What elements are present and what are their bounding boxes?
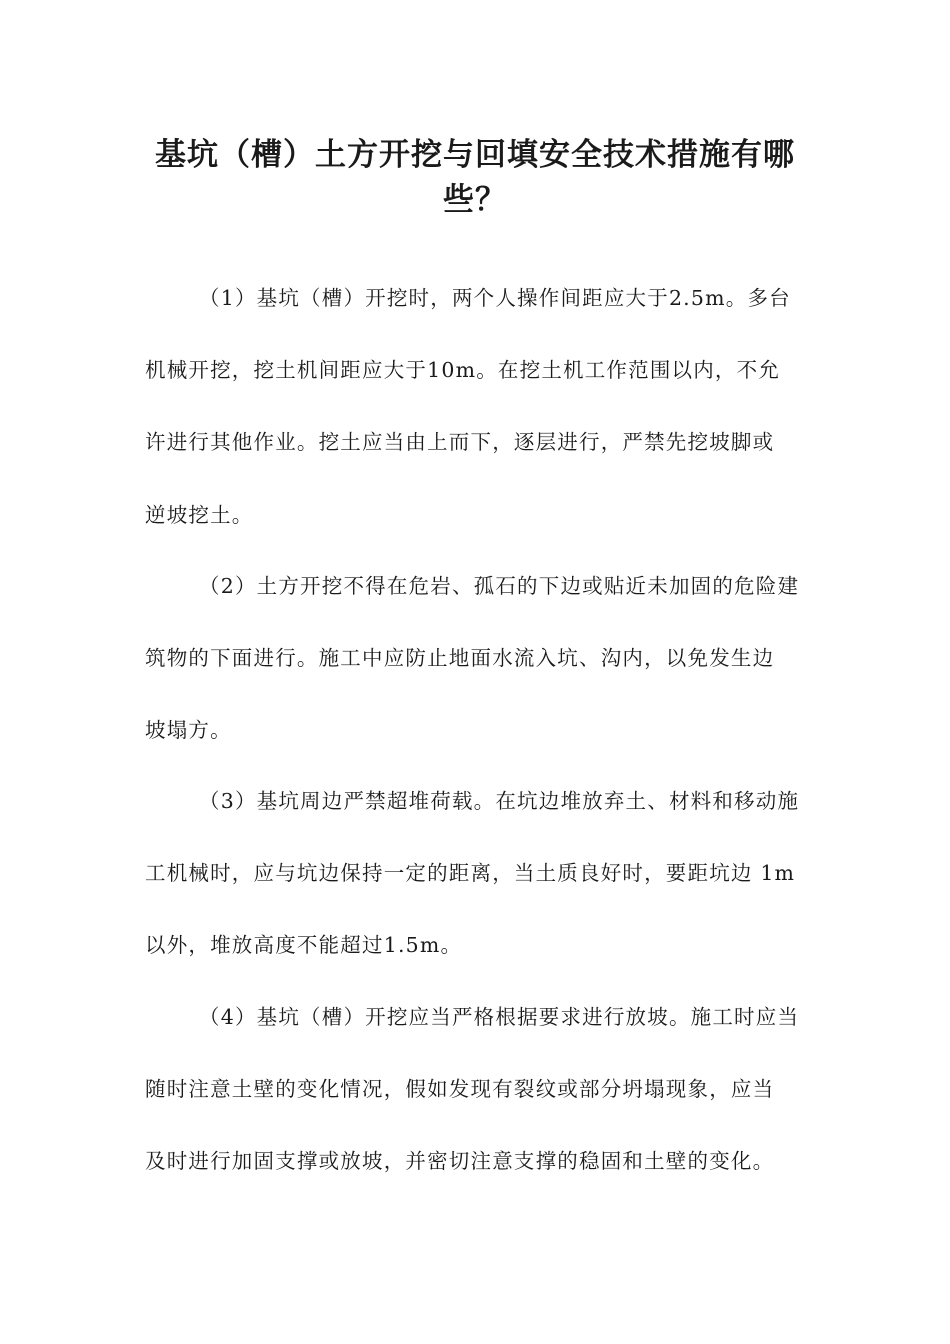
document-title-line-2: 些？ [443, 182, 507, 218]
paragraph-4-line-3: 及时进行加固支撑或放坡，并密切注意支撑的稳固和土壁的变化。 [145, 1149, 775, 1173]
paragraph-4-line-1: （4）基坑（槽）开挖应当严格根据要求进行放坡。施工时应当 [199, 1005, 800, 1029]
paragraph-2-line-2: 筑物的下面进行。施工中应防止地面水流入坑、沟内，以免发生边 [145, 646, 775, 670]
paragraph-1-line-2: 机械开挖，挖土机间距应大于10m。在挖土机工作范围以内，不允 [145, 358, 781, 382]
paragraph-4-line-2: 随时注意土壁的变化情况，假如发现有裂纹或部分坍塌现象，应当 [145, 1077, 775, 1101]
document-title-line-1: 基坑（槽）土方开挖与回填安全技术措施有哪 [155, 137, 795, 173]
paragraph-3-line-2: 工机械时，应与坑边保持一定的距离，当土质良好时，要距坑边 1m [145, 861, 796, 885]
paragraph-3-line-3: 以外，堆放高度不能超过1.5m。 [145, 933, 463, 957]
paragraph-1-line-4: 逆坡挖土。 [145, 503, 254, 527]
paragraph-1-line-1: （1）基坑（槽）开挖时，两个人操作间距应大于2.5m。多台 [199, 286, 791, 310]
paragraph-2-line-1: （2）土方开挖不得在危岩、孤石的下边或贴近未加固的危险建 [199, 574, 800, 598]
paragraph-3-line-1: （3）基坑周边严禁超堆荷载。在坑边堆放弃土、材料和移动施 [199, 789, 800, 813]
paragraph-2-line-3: 坡塌方。 [145, 718, 232, 742]
paragraph-1-line-3: 许进行其他作业。挖土应当由上而下，逐层进行，严禁先挖坡脚或 [145, 430, 775, 454]
